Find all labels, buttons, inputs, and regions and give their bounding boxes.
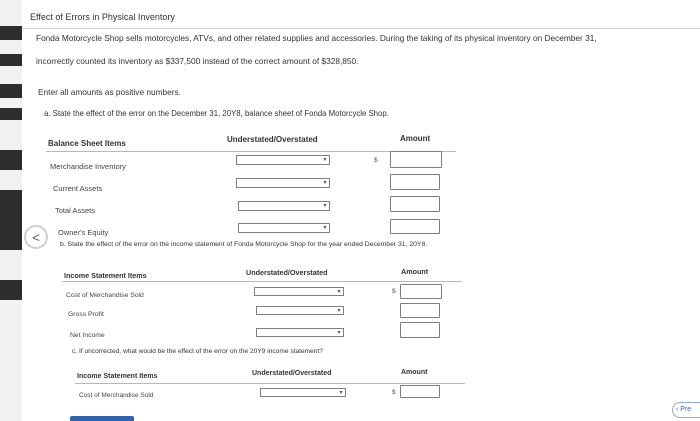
previous-button-label: Pre xyxy=(680,406,692,413)
part-b-header-effect: Understated/Overstated xyxy=(246,268,328,277)
part-a-row-label: Merchandise Inventory xyxy=(50,162,126,171)
part-c-header-rule xyxy=(75,383,465,384)
dropdown-arrow-icon: ▾ xyxy=(337,308,341,314)
part-b-header-amount: Amount xyxy=(401,267,429,276)
previous-button[interactable]: ‹ Pre xyxy=(672,402,700,418)
part-b-amount-input-1[interactable] xyxy=(400,284,442,299)
part-a-question: a. State the effect of the error on the December 31, 20Y8, balance sheet of Fonda Motorcycle Shop. xyxy=(44,109,389,118)
part-c-header-amount: Amount xyxy=(401,369,428,376)
back-arrow-icon[interactable]: < xyxy=(24,225,48,249)
submit-button-edge[interactable] xyxy=(70,416,134,421)
part-a-row-label: Current Assets xyxy=(53,184,103,193)
part-a-amount-input-2[interactable] xyxy=(390,174,440,190)
part-b-row-label: Gross Profit xyxy=(68,311,104,318)
strip-segment xyxy=(0,40,22,54)
part-c-header-items: Income Statement Items xyxy=(77,373,158,380)
part-b-question: b. State the effect of the error on the income statement of Fonda Motorcycle Shop for the year ended December 31, 20Y8. xyxy=(60,241,428,248)
part-a-amount-input-4[interactable] xyxy=(390,219,440,234)
part-b-row-label: Cost of Merchandise Sold xyxy=(66,292,144,299)
part-a-row-label: Owner's Equity xyxy=(58,228,109,237)
part-a-row-label: Total Assets xyxy=(55,206,96,215)
part-c-header-effect: Understated/Overstated xyxy=(252,370,332,377)
part-a-amount-input-1[interactable] xyxy=(390,151,442,168)
part-b-effect-select-2[interactable] xyxy=(256,306,344,315)
dropdown-arrow-icon: ▾ xyxy=(323,180,327,186)
part-b-row-label: Net Income xyxy=(70,332,105,339)
dropdown-arrow-icon: ▾ xyxy=(323,225,327,231)
title-divider xyxy=(22,28,700,29)
dropdown-arrow-icon: ▾ xyxy=(323,203,327,209)
strip-segment xyxy=(0,66,22,84)
dollar-sign: $ xyxy=(374,157,378,164)
page-title: Effect of Errors in Physical Inventory xyxy=(30,12,175,22)
instruction-text: Enter all amounts as positive numbers. xyxy=(38,87,181,97)
part-a-effect-select-4[interactable] xyxy=(238,223,330,233)
strip-segment xyxy=(0,0,22,26)
left-panel-strip xyxy=(0,0,22,421)
dropdown-arrow-icon: ▾ xyxy=(323,157,327,163)
part-a-effect-select-2[interactable] xyxy=(236,178,330,188)
part-a-amount-input-3[interactable] xyxy=(390,196,440,212)
part-a-effect-select-1[interactable] xyxy=(236,155,330,165)
part-b-amount-input-3[interactable] xyxy=(400,322,440,338)
part-c-row-label: Cost of Merchandise Sold xyxy=(79,392,154,399)
dollar-sign: $ xyxy=(392,389,396,396)
part-c-question: c. If uncorrected, what would be the effect of the error on the 20Y9 income statement? xyxy=(72,348,323,355)
part-b-effect-select-3[interactable] xyxy=(256,328,344,337)
strip-segment xyxy=(0,170,22,190)
intro-text-line-1: Fonda Motorcycle Shop sells motorcycles, ATVs, and other related supplies and accessories. During the taking of its physical inventory on December 31, xyxy=(36,33,597,43)
part-c-effect-select-1[interactable] xyxy=(260,388,346,397)
part-a-header-effect: Understated/Overstated xyxy=(227,135,318,144)
dropdown-arrow-icon: ▾ xyxy=(337,289,341,295)
dollar-sign: $ xyxy=(392,288,396,295)
part-c-amount-input-1[interactable] xyxy=(400,385,440,398)
part-a-header-amount: Amount xyxy=(400,134,431,143)
dropdown-arrow-icon: ▾ xyxy=(337,330,341,336)
part-a-header-items: Balance Sheet Items xyxy=(48,139,126,148)
part-b-header-items: Income Statement Items xyxy=(64,271,147,280)
part-b-effect-select-1[interactable] xyxy=(254,287,344,296)
dropdown-arrow-icon: ▾ xyxy=(339,390,343,396)
part-b-header-rule xyxy=(62,281,462,282)
part-b-amount-input-2[interactable] xyxy=(400,303,440,318)
strip-segment xyxy=(0,300,22,421)
strip-segment xyxy=(0,250,22,280)
intro-text-line-2: incorrectly counted its inventory as $337,500 instead of the correct amount of $328,850. xyxy=(36,56,359,66)
strip-segment xyxy=(0,98,22,108)
part-a-effect-select-3[interactable] xyxy=(238,201,330,211)
strip-segment xyxy=(0,120,22,150)
